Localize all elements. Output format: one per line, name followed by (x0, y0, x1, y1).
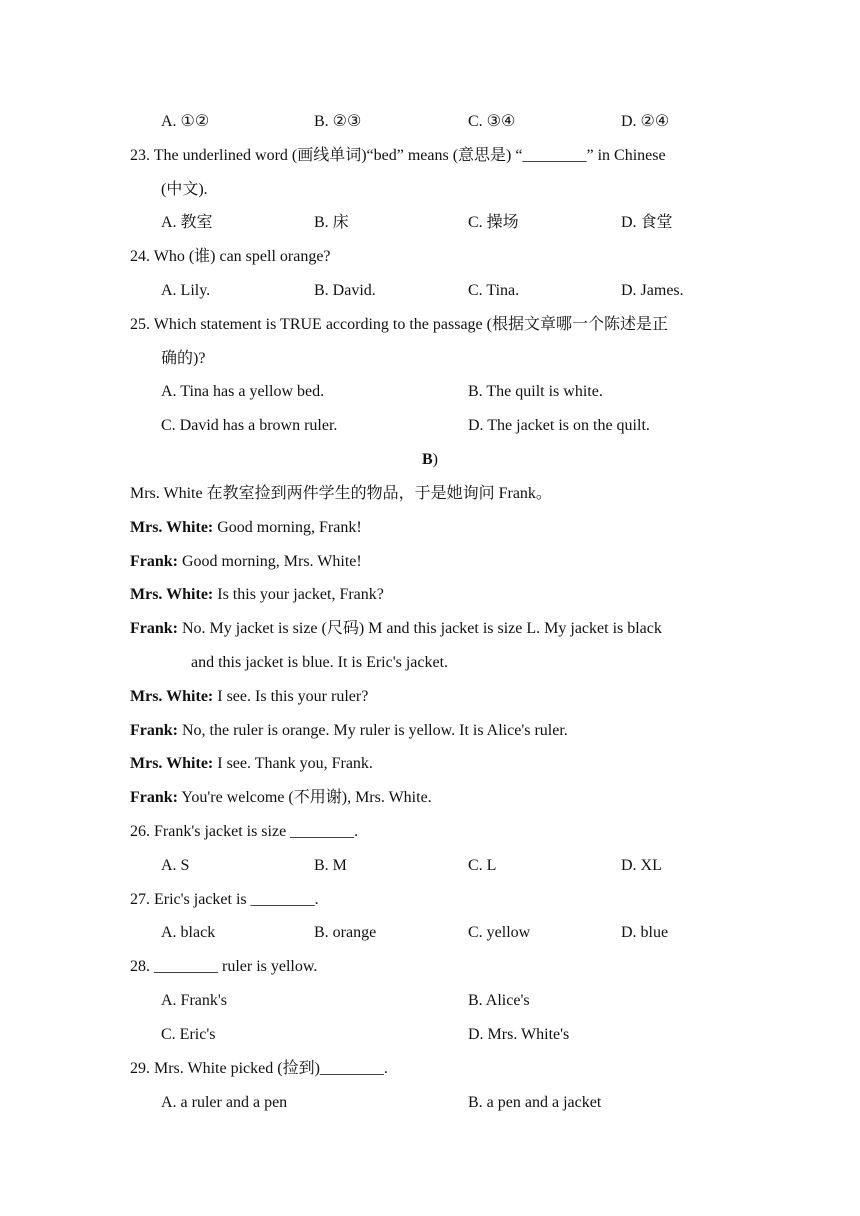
dialogue-text: No, the ruler is orange. My ruler is yellow. It is Alice's ruler. (178, 722, 568, 739)
q28-question: 28. ________ ruler is yellow. (130, 958, 318, 975)
speaker-name: Mrs. White: (130, 755, 214, 772)
dialogue-text: I see. Is this your ruler? (213, 688, 369, 705)
q23-question-cont: (中文). (161, 181, 208, 198)
q25-options-row1 (161, 381, 751, 403)
speaker-name: Frank: (130, 620, 178, 637)
speaker-name: Frank: (130, 722, 178, 739)
q29-option-b: B. a pen and a jacket (468, 1094, 602, 1111)
q27-option-c: C. yellow (468, 924, 531, 941)
q28-option-b: B. Alice's (468, 992, 530, 1009)
q23-option-d: D. 食堂 (621, 214, 673, 231)
speaker-name: Mrs. White: (130, 586, 214, 603)
q27-options (161, 922, 751, 944)
q27-option-a: A. black (161, 924, 216, 941)
dialogue-line (130, 517, 740, 539)
speaker-name: Frank: (130, 553, 178, 570)
q25-question-cont: 确的)? (161, 350, 206, 367)
q25-option-c: C. David has a brown ruler. (161, 417, 338, 434)
dialogue-line (130, 787, 740, 809)
q23-option-b: B. 床 (314, 214, 349, 231)
dialogue-line (130, 551, 740, 573)
q24-option-a: A. Lily. (161, 282, 211, 299)
q25-option-a: A. Tina has a yellow bed. (161, 383, 325, 400)
q28-option-a: A. Frank's (161, 992, 227, 1009)
dialogue-text: No. My jacket is size (尺码) M and this jacket is size L. My jacket is black (178, 620, 662, 637)
q22-option-c: C. ③④ (468, 113, 516, 130)
dialogue-line (130, 618, 740, 640)
q23-option-c: C. 操场 (468, 214, 519, 231)
q24-options (161, 280, 751, 302)
dialogue-text: Good morning, Frank! (213, 519, 362, 536)
q25-options-row2 (161, 415, 751, 437)
q22-option-b: B. ②③ (314, 113, 362, 130)
q25-question: 25. Which statement is TRUE according to the passage (根据文章哪一个陈述是正 (130, 316, 668, 333)
q26-option-c: C. L (468, 857, 497, 874)
dialogue-text: I see. Thank you, Frank. (213, 755, 373, 772)
speaker-name: Mrs. White: (130, 688, 214, 705)
q23-option-a: A. 教室 (161, 214, 213, 231)
dialogue-line (130, 584, 740, 606)
dialogue-line-cont: and this jacket is blue. It is Eric's jacket. (191, 654, 449, 671)
q25-option-d: D. The jacket is on the quilt. (468, 417, 650, 434)
q24-option-b: B. David. (314, 282, 376, 299)
section-b-paren: ) (432, 451, 438, 468)
q29-options-row1 (161, 1092, 751, 1114)
q27-question: 27. Eric's jacket is ________. (130, 891, 319, 908)
dialogue-intro: Mrs. White 在教室捡到两件学生的物品，于是她询问 Frank。 (130, 485, 552, 502)
q28-option-c: C. Eric's (161, 1026, 216, 1043)
q26-question: 26. Frank's jacket is size ________. (130, 823, 359, 840)
dialogue-line (130, 720, 740, 742)
q29-option-a: A. a ruler and a pen (161, 1094, 288, 1111)
q23-options (161, 212, 751, 234)
speaker-name: Frank: (130, 789, 178, 806)
q25-option-b: B. The quilt is white. (468, 383, 603, 400)
q27-option-d: D. blue (621, 924, 669, 941)
q26-option-b: B. M (314, 857, 347, 874)
dialogue-text: Good morning, Mrs. White! (178, 553, 362, 570)
dialogue-line (130, 753, 740, 775)
q27-option-b: B. orange (314, 924, 377, 941)
q26-option-a: A. S (161, 857, 190, 874)
q29-question: 29. Mrs. White picked (捡到)________. (130, 1060, 388, 1077)
speaker-name: Mrs. White: (130, 519, 214, 536)
q24-option-c: C. Tina. (468, 282, 520, 299)
q28-options-row1 (161, 990, 751, 1012)
q22-options (161, 111, 751, 133)
dialogue-text: You're welcome (不用谢), Mrs. White. (178, 789, 432, 806)
dialogue-line (130, 686, 740, 708)
q26-option-d: D. XL (621, 857, 662, 874)
q22-option-d: D. ②④ (621, 113, 670, 130)
q22-option-a: A. ①② (161, 113, 210, 130)
q28-options-row2 (161, 1024, 751, 1046)
section-b-label: B (422, 451, 433, 468)
q24-question: 24. Who (谁) can spell orange? (130, 248, 331, 265)
q23-question: 23. The underlined word (画线单词)“bed” means (意思是) “________” in Chinese (130, 147, 666, 164)
section-b-heading (0, 449, 860, 471)
dialogue-text: Is this your jacket, Frank? (213, 586, 384, 603)
q28-option-d: D. Mrs. White's (468, 1026, 570, 1043)
q24-option-d: D. James. (621, 282, 684, 299)
q26-options (161, 855, 751, 877)
